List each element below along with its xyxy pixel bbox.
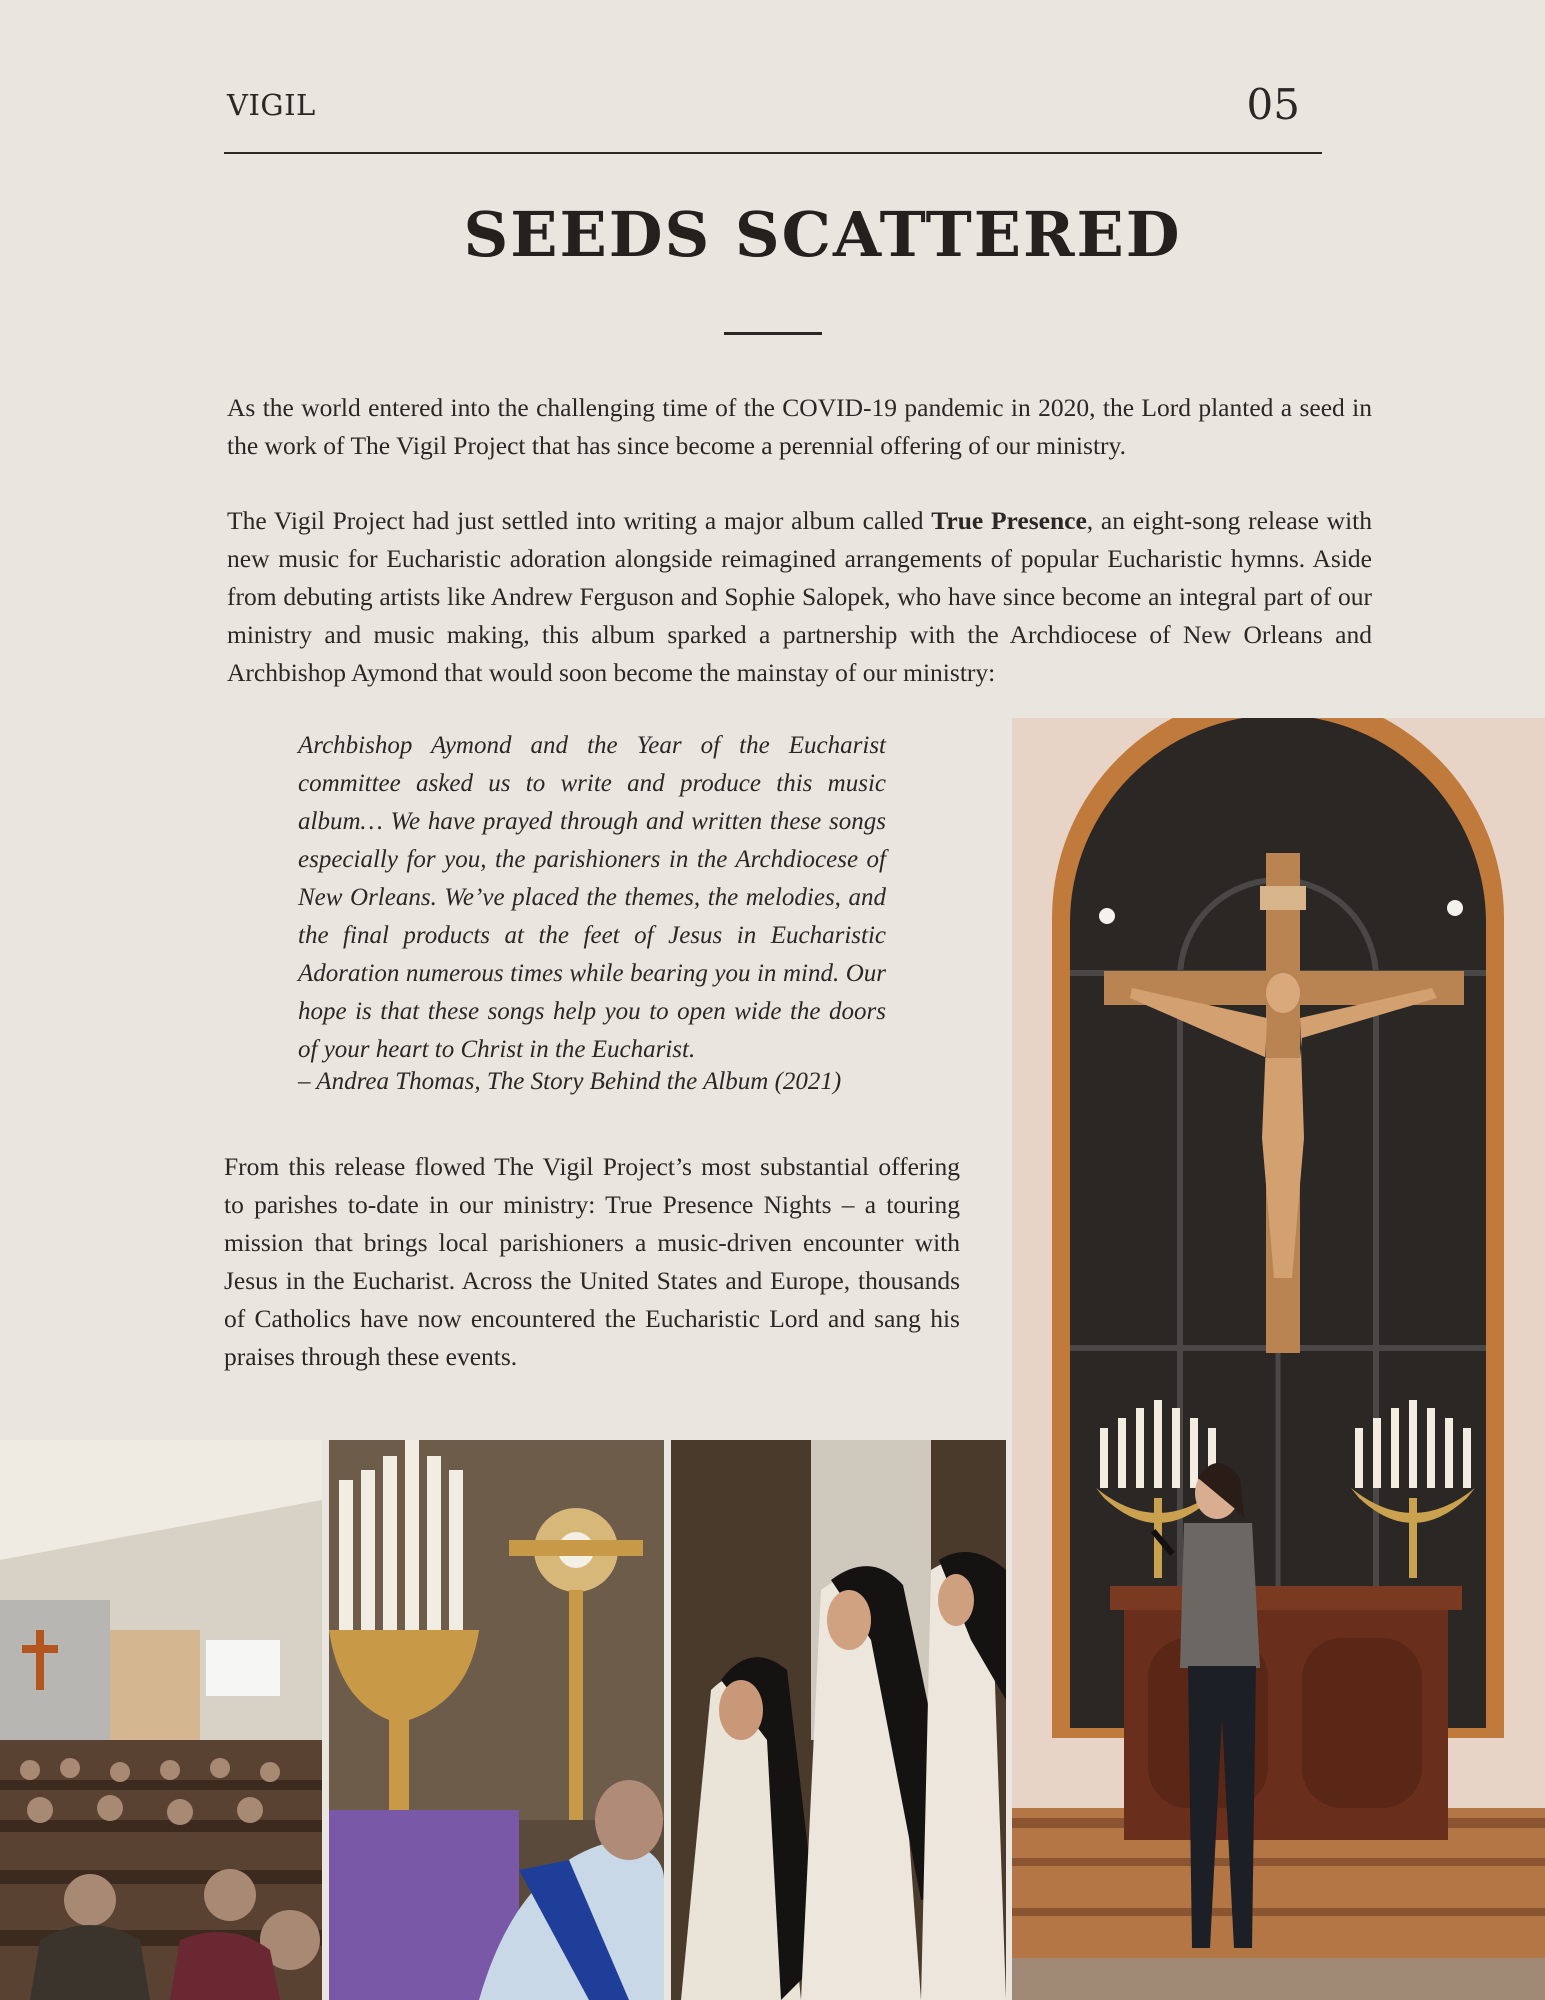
page-number: 05 [1246, 80, 1300, 129]
header-divider [224, 152, 1322, 154]
altar-crucifix-photo [1012, 718, 1545, 2000]
paragraph-album [227, 502, 1372, 692]
paragraph-intro: As the world entered into the challenging time of the COVID-19 pandemic in 2020, the Lord planted a seed in the work of The Vigil Project that has since become a perennial offering of our ministry. [227, 393, 1372, 460]
article-title: SEEDS SCATTERED [463, 198, 1182, 271]
paragraph-true-presence-nights: From this release flowed The Vigil Project’s most substantial offering to parishes to-date in our ministry: True Presence Nights – a touring mission that brings local parishioners a music-driven encounter with Jesus in the Eucharist. Across the United States and Europe, thousands of Catholics have now encountered the Eucharistic Lord and sang his praises through these events. [224, 1152, 960, 1371]
monstrance-photo [329, 1440, 664, 2000]
religious-sisters-photo [671, 1440, 1006, 2000]
pull-quote: Archbishop Aymond and the Year of the Eucharist committee asked us to write and produce this music album… We have prayed through and written these songs especially for you, the parishioners in the Archdiocese of New Orleans. We’ve placed the themes, the melodies, and the final products at the feet of Jesus in Eucharistic Adoration numerous times while bearing you in mind. Our hope is that these songs help you to open wide the doors of your heart to Christ in the Eucharist. [298, 732, 886, 1063]
publication-name: VIGIL [227, 88, 316, 122]
paragraph-album-end: , an eight-song release with new music for Eucharistic adoration alongside reimagined arrangements of popular Eucharistic hymns. Aside from debuting artists like Andrew Ferguson and Sophie Salopek, who have since become an integral part of our ministry and music making, this album sparked a partnership with the Archdiocese of New Orleans and Archbishop Aymond that would soon become the mainstay of our ministry: [227, 506, 1373, 687]
quote-citation: – Andrea Thomas, The Story Behind the Album (2021) [298, 1068, 842, 1095]
paragraph-album-start: The Vigil Project had just settled into writing a major album called [227, 506, 932, 535]
title-divider [724, 332, 822, 335]
album-title: True Presence [931, 506, 1087, 535]
congregation-photo [0, 1440, 322, 2000]
